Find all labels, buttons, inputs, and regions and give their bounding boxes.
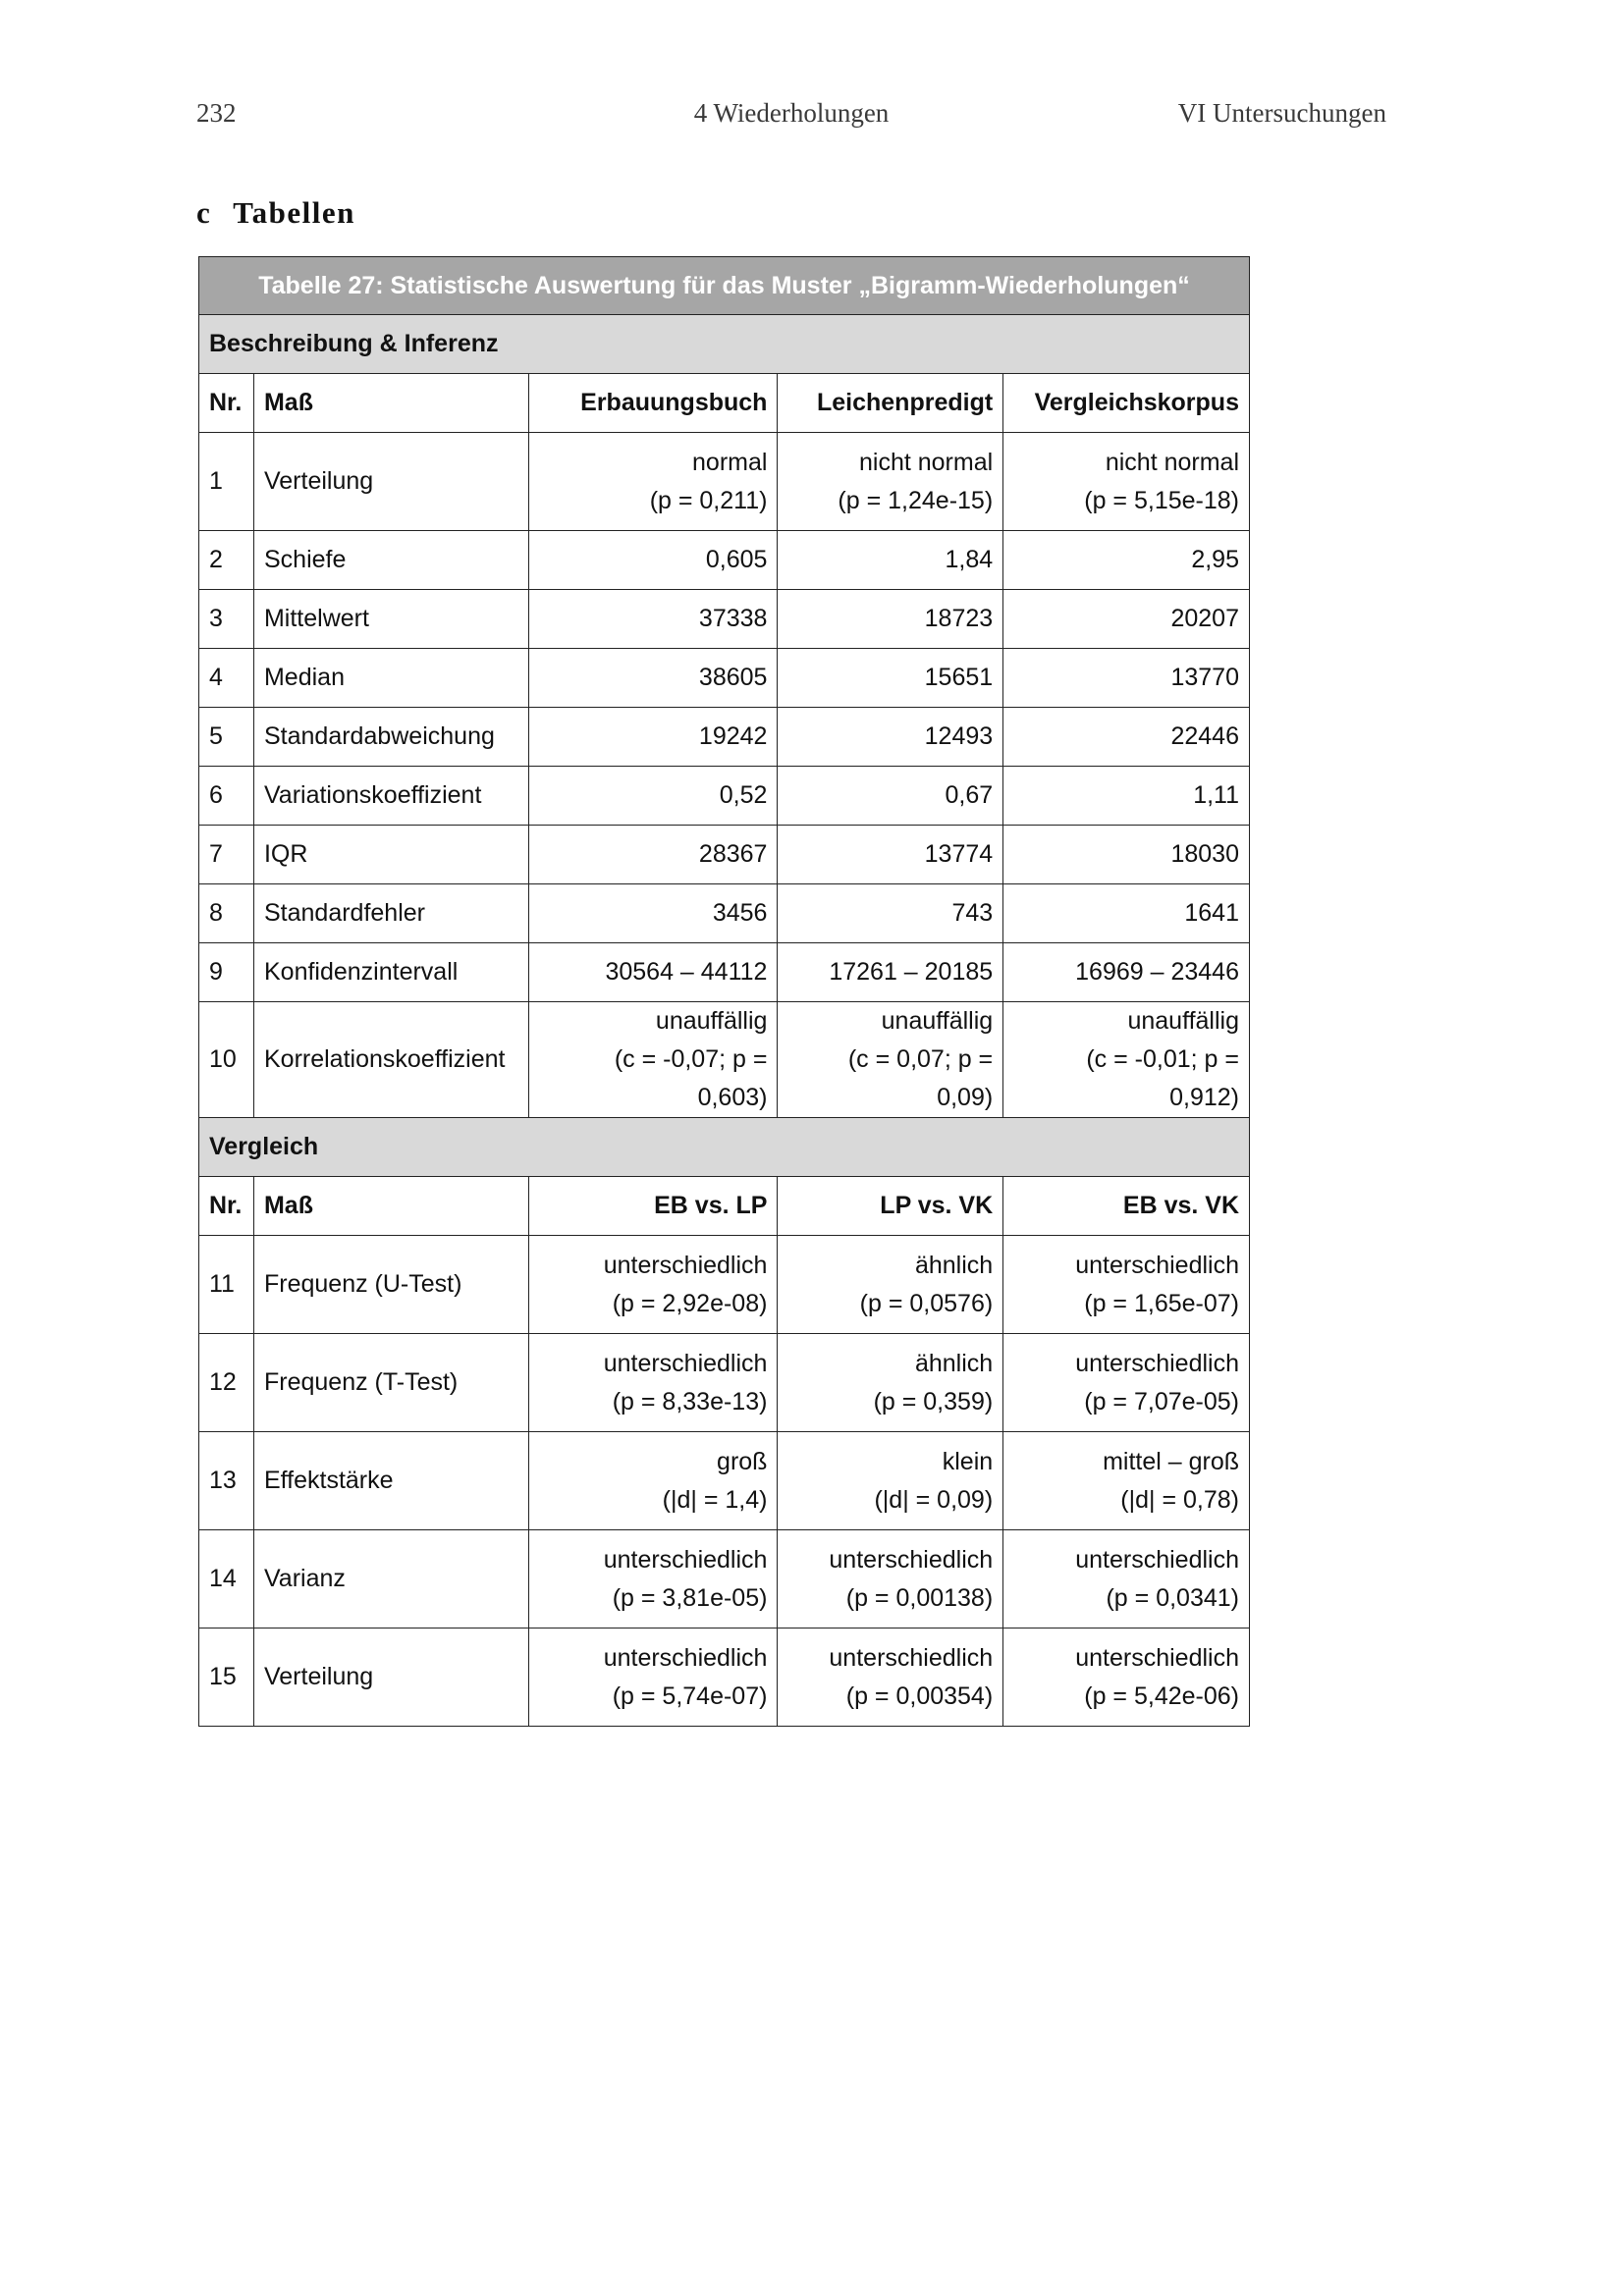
cell-result: unterschiedlich [603,1643,768,1672]
cell-value [778,884,1003,943]
cell-statistic: (p = 5,74e-07) [612,1682,768,1710]
cell-result: 19242 [698,722,768,750]
table-row [199,590,1250,649]
row-number: 12 [199,1334,254,1432]
cell-statistic: (|d| = 1,4) [662,1485,768,1514]
row-measure: Standardfehler [253,884,528,943]
column-header: Leichenpredigt [778,374,1003,433]
running-head [196,98,1386,132]
row-measure: Korrelationskoeffizient [253,1002,528,1118]
column-header: EB vs. VK [1003,1177,1250,1236]
column-header: Nr. [199,374,254,433]
cell-result: 0,52 [719,781,768,809]
column-header-row [199,374,1250,433]
cell-result: unterschiedlich [829,1643,994,1672]
table-row [199,649,1250,708]
row-number: 15 [199,1629,254,1727]
cell-value [528,826,778,884]
row-number: 8 [199,884,254,943]
cell-result: unterschiedlich [603,1545,768,1574]
column-header: Maß [253,374,528,433]
cell-result: 743 [951,899,994,927]
cell-result: 30564 – 44112 [605,958,768,986]
table-row [199,943,1250,1002]
cell-result: unauffällig [1127,1007,1239,1035]
cell-statistic: (c = 0,07; p = 0,09) [847,1045,994,1111]
cell-value [528,433,778,531]
cell-value [778,1236,1003,1334]
cell-value [778,531,1003,590]
cell-result: unterschiedlich [603,1251,768,1279]
cell-value [778,708,1003,767]
cell-result: normal [692,448,768,476]
cell-statistic: (p = 8,33e-13) [612,1387,768,1415]
cell-result: 1,11 [1193,781,1239,809]
cell-result: 1,84 [945,546,994,573]
row-number: 11 [199,1236,254,1334]
cell-value [528,767,778,826]
cell-value [528,1432,778,1530]
row-measure: Median [253,649,528,708]
cell-value [1003,767,1250,826]
column-header: EB vs. LP [528,1177,778,1236]
table-row [199,1432,1250,1530]
row-measure: Verteilung [253,1629,528,1727]
cell-result: unterschiedlich [603,1349,768,1377]
group-header-row [199,315,1250,374]
cell-statistic: (p = 5,15e-18) [1084,486,1239,514]
row-measure: Variationskoeffizient [253,767,528,826]
table-row [199,1530,1250,1629]
cell-statistic: (p = 3,81e-05) [612,1583,768,1612]
cell-statistic: (|d| = 0,09) [874,1485,994,1514]
cell-statistic: (p = 0,00138) [845,1583,994,1612]
cell-result: unauffällig [655,1007,768,1035]
cell-value [528,1334,778,1432]
table-row [199,531,1250,590]
cell-result: 22446 [1170,722,1239,750]
cell-result: ähnlich [914,1251,994,1279]
cell-result: 20207 [1170,605,1239,632]
cell-value [1003,943,1250,1002]
table-row [199,708,1250,767]
cell-value [528,649,778,708]
row-number: 4 [199,649,254,708]
table-row [199,1334,1250,1432]
cell-result: unauffällig [881,1007,994,1035]
cell-statistic: (p = 5,42e-06) [1084,1682,1239,1710]
row-measure: Frequenz (U-Test) [253,1236,528,1334]
group-header-row [199,1118,1250,1177]
row-measure: Konfidenzintervall [253,943,528,1002]
cell-value [528,1002,778,1118]
cell-result: 37338 [698,605,768,632]
row-number: 3 [199,590,254,649]
row-measure: Standardabweichung [253,708,528,767]
cell-result: 13770 [1170,664,1239,691]
row-number: 2 [199,531,254,590]
cell-value [528,884,778,943]
cell-value [778,1002,1003,1118]
cell-result: 12493 [924,722,994,750]
table-row [199,1002,1250,1118]
row-number: 6 [199,767,254,826]
cell-value [1003,433,1250,531]
cell-result: nicht normal [1105,448,1239,476]
cell-result: klein [942,1447,994,1475]
table-row [199,767,1250,826]
row-measure: Schiefe [253,531,528,590]
cell-result: unterschiedlich [1075,1251,1239,1279]
column-header-row [199,1177,1250,1236]
column-header: Erbauungsbuch [528,374,778,433]
cell-value [778,1530,1003,1629]
section-title: VI Untersuchungen [1177,98,1386,128]
cell-result: 28367 [698,840,768,868]
row-number: 9 [199,943,254,1002]
cell-result: 18723 [924,605,994,632]
row-measure: Verteilung [253,433,528,531]
cell-statistic: (p = 0,0341) [1106,1583,1239,1612]
cell-result: ähnlich [914,1349,994,1377]
cell-statistic: (p = 2,92e-08) [612,1289,768,1317]
cell-value [778,1432,1003,1530]
cell-value [778,590,1003,649]
cell-value [778,943,1003,1002]
cell-value [528,1629,778,1727]
cell-result: 2,95 [1191,546,1239,573]
column-header: Nr. [199,1177,254,1236]
cell-result: nicht normal [859,448,994,476]
cell-value [778,433,1003,531]
cell-value [528,531,778,590]
cell-result: 0,67 [945,781,994,809]
cell-value [1003,1236,1250,1334]
section-heading-letter: c [196,195,212,230]
row-measure: Frequenz (T-Test) [253,1334,528,1432]
table-row [199,884,1250,943]
chapter-title: 4 Wiederholungen [693,98,890,128]
cell-value [778,826,1003,884]
cell-result: unterschiedlich [1075,1643,1239,1672]
cell-value [1003,1629,1250,1727]
group-title: Vergleich [199,1118,1250,1177]
cell-value [1003,826,1250,884]
cell-value [528,1530,778,1629]
cell-value [778,767,1003,826]
cell-value [1003,1334,1250,1432]
cell-value [1003,884,1250,943]
cell-statistic: (c = -0,01; p = 0,912) [1086,1045,1239,1111]
table-row [199,1629,1250,1727]
cell-statistic: (p = 7,07e-05) [1084,1387,1239,1415]
row-number: 10 [199,1002,254,1118]
cell-value [528,708,778,767]
cell-value [1003,1530,1250,1629]
cell-result: 16969 – 23446 [1075,958,1239,986]
row-number: 14 [199,1530,254,1629]
cell-result: unterschiedlich [1075,1545,1239,1574]
cell-value [528,590,778,649]
cell-statistic: (p = 1,24e-15) [838,486,994,514]
cell-result: mittel – groß [1103,1447,1239,1475]
cell-value [778,1629,1003,1727]
cell-statistic: (p = 0,00354) [845,1682,994,1710]
row-number: 13 [199,1432,254,1530]
row-measure: Varianz [253,1530,528,1629]
group-title: Beschreibung & Inferenz [199,315,1250,374]
cell-statistic: (p = 0,359) [873,1387,994,1415]
row-number: 1 [199,433,254,531]
cell-value [528,1236,778,1334]
cell-result: 1641 [1184,899,1239,927]
row-measure: Mittelwert [253,590,528,649]
cell-result: 3456 [712,899,768,927]
section-heading-title: Tabellen [233,195,355,230]
cell-result: 18030 [1170,840,1239,868]
column-header: LP vs. VK [778,1177,1003,1236]
cell-result: groß [717,1447,768,1475]
table-row [199,826,1250,884]
cell-result: 15651 [924,664,994,691]
cell-statistic: (|d| = 0,78) [1120,1485,1239,1514]
cell-statistic: (p = 1,65e-07) [1084,1289,1239,1317]
cell-value [1003,649,1250,708]
cell-result: 17261 – 20185 [829,958,994,986]
section-heading [196,195,355,231]
row-number: 7 [199,826,254,884]
cell-value [1003,1432,1250,1530]
cell-statistic: (c = -0,07; p = 0,603) [614,1045,768,1111]
cell-result: unterschiedlich [1075,1349,1239,1377]
table-row [199,433,1250,531]
cell-result: 38605 [698,664,768,691]
cell-value [1003,531,1250,590]
table-caption-row [199,257,1250,315]
table-caption: Tabelle 27: Statistische Auswertung für das Muster „Bigramm-Wiederholungen“ [199,257,1250,315]
cell-result: unterschiedlich [829,1545,994,1574]
row-number: 5 [199,708,254,767]
cell-value [778,649,1003,708]
column-header: Vergleichskorpus [1003,374,1250,433]
cell-value [1003,1002,1250,1118]
column-header: Maß [253,1177,528,1236]
cell-value [528,943,778,1002]
cell-result: 0,605 [705,546,768,573]
row-measure: Effektstärke [253,1432,528,1530]
table-row [199,1236,1250,1334]
cell-statistic: (p = 0,0576) [859,1289,994,1317]
cell-value [1003,708,1250,767]
statistics-table [198,256,1250,1727]
cell-statistic: (p = 0,211) [649,486,768,514]
cell-value [1003,590,1250,649]
row-measure: IQR [253,826,528,884]
page-number: 232 [196,98,237,128]
cell-result: 13774 [924,840,994,868]
cell-value [778,1334,1003,1432]
